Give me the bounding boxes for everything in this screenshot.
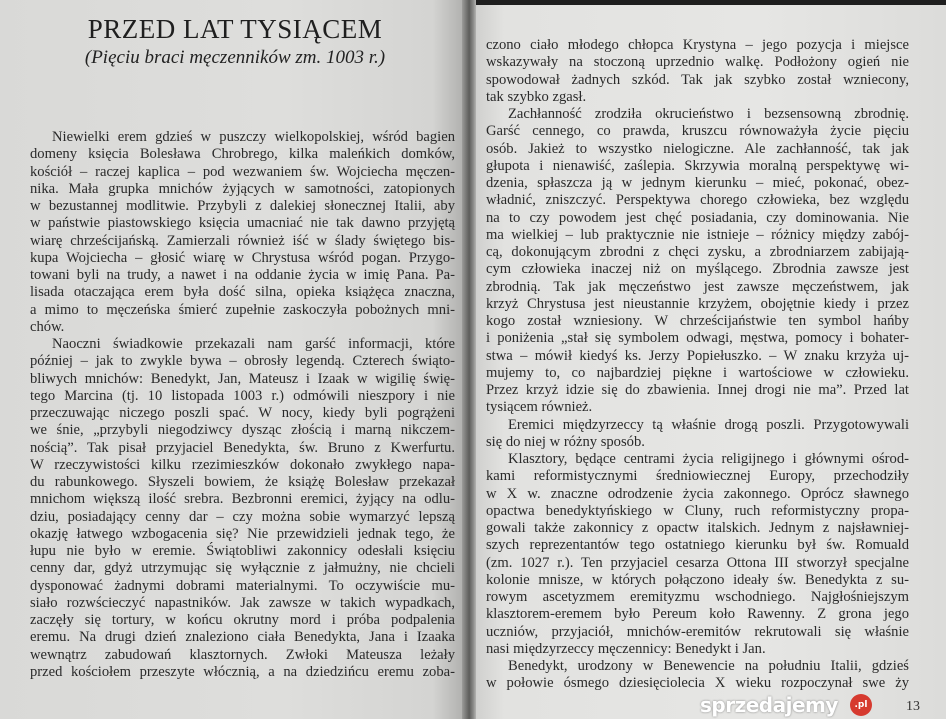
text-line: krzyż Chrystusa jest nieustannie krzyżem, obojętnie kiedy i przez xyxy=(486,295,909,312)
right-page xyxy=(476,0,946,719)
left-page-body xyxy=(30,129,455,681)
text-line: spowodował żadnych szkód. Tak jak szybko został wzniecony, xyxy=(486,71,909,88)
text-line: w bezustannej modlitwie. Przybyli z dalekiej słonecznej Italii, aby xyxy=(30,198,455,214)
text-line: w państwie piastowskiego księcia umacniać nie tak dawno przyjętą xyxy=(30,215,455,232)
text-line: zaczęły się tortury, w końcu okrutny mord i próba podpalenia xyxy=(30,612,455,628)
text-line: towani byli na trudy, a nawet i na oddanie życia w imię Pana. Pa- xyxy=(30,267,455,283)
text-line: nika. Mała grupka mnichów żyjących w samotności, zatopionych xyxy=(30,180,455,197)
text-line: wskazywały na stoczoną uprzednio walkę. Podłożony ogień nie xyxy=(486,54,909,71)
text-line: kupa Wojciecha – głosić wiarę w Chrystusa wśród pogan. Przygo- xyxy=(30,249,455,266)
text-line: kolonie mnisze, w których połączono ideały św. Benedykta z su- xyxy=(486,571,909,588)
text-line: tysiącem również. xyxy=(486,399,593,416)
background-edge xyxy=(476,0,946,5)
text-line: (zm. 1027 r.). Ten przyjaciel cesarza Ottona III stworzył specjalne xyxy=(486,554,909,571)
text-line: zbrodnią. Tak jak męczeństwo jest zawsze męczeństwem, jak xyxy=(486,278,909,295)
text-line: lisada otaczająca erem była dość silna, opieka książęca znaczna, xyxy=(30,284,455,301)
text-line: gowali także zakonnicy z opactw italskich. Jednym z najsławniej- xyxy=(486,520,909,536)
text-line: Benedykt, urodzony w Benewencie na południu Italii, gdzieś xyxy=(508,658,909,674)
text-line: w X w. znaczne odrodzenie życia zakonnego. Oprócz sławnego xyxy=(486,485,909,502)
text-line: wewnątrz zabudowań klasztornych. Zwłoki Mateusza leżały xyxy=(30,646,455,663)
page-number: 13 xyxy=(906,699,920,714)
text-line: bliwych mnichów: Benedykt, Jan, Mateusz i Izaak w wigilię świę- xyxy=(30,370,455,387)
text-line: mujemy to, co najbardziej piękne i wartościowe w człowieku. xyxy=(486,364,909,381)
text-line: wiarę chrześcijańską. Zamierzali również iść w ślady świętego bis- xyxy=(30,232,455,249)
left-page xyxy=(0,0,470,719)
text-line: później – jak to zwykle bywa – obrosły legendą. Czterech świąto- xyxy=(30,353,455,370)
text-line: łupu nie było w eremie. Świątobliwi zakonnicy odesłali księciu xyxy=(30,543,455,559)
text-line: rowym ascetyzmem eremityzmu wschodniego. Najgłośniejszym xyxy=(486,589,909,605)
text-line: głupota i nienawiść, zaślepia. Skrzywia moralną perspektywę wi- xyxy=(486,157,909,174)
watermark-badge: .pl xyxy=(850,694,872,716)
text-line: przeczuwając niczego poszli spać. W nocy, kiedy byli pogrążeni xyxy=(30,405,455,421)
text-line: Eremici międzyrzeccy tą właśnie drogą poszli. Przygotowywali xyxy=(508,416,909,433)
text-line: tak szybko zgasł. xyxy=(486,88,587,105)
text-line: stwa – mówił kiedyś ks. Jerzy Popiełuszko. – W znaku krzyża uj- xyxy=(486,347,909,364)
text-line: uczniów, przyjaciół, mnichów-eremitów rekrutowali się właśnie xyxy=(486,623,909,640)
text-line: cą, dokonującym zbrodni z chęci zysku, a zbrodniarzem zabijają- xyxy=(486,244,909,260)
text-line: Naoczni świadkowie przekazali nam garść informacji, które xyxy=(52,336,455,352)
text-line: Przez krzyż idzie się do zbawienia. Innej drogi nie ma”. Przed lat xyxy=(486,382,909,398)
text-line: Garść cennego, co prawda, kruszcu równoważyła życie pięciu xyxy=(486,123,909,140)
text-line: klasztorem-eremem było Pereum koło Rawenny. Z grona jego xyxy=(486,606,909,623)
text-line: ma wielkiej – lub praktycznie nie istnieje – różnicy między zabój- xyxy=(486,226,909,243)
text-line: du rabunkowego. Słyszeli bowiem, że książę Bolesław przekazał xyxy=(30,474,455,490)
text-line: osób. Jakież to wszystko nielogiczne. Ale zachłanność, tak jak xyxy=(486,140,909,157)
text-line: nasi międzyrzeccy męczennicy: Benedykt i Jan. xyxy=(486,640,766,657)
text-line: cenny dar, gdyż utrzymując się wyłącznie z jałmużny, nie chcieli xyxy=(30,560,455,577)
text-line: dysponować żadnymi dobrami materialnymi. To oczywiście mu- xyxy=(30,577,455,594)
text-line: Zachłanność zrodziła okrucieństwo i bezsensowną zbrodnię. xyxy=(508,106,909,122)
text-line: eremu. Na drugi dzień znaleziono ciała Benedykta, Jana i Izaaka xyxy=(30,629,455,646)
text-line: dzenia, spłaszcza ją w jednym kierunku – mieć, pokonać, obez- xyxy=(486,175,909,191)
text-line: przed kościołem przeszyte włócznią, a na dziedzińcu eremu zoba- xyxy=(30,663,455,680)
text-line: kogo został wzniesiony. W chrześcijaństwie ten symbol hańby xyxy=(486,313,909,329)
text-line: Klasztory, będące centrami życia religijnego i głównymi ośrod- xyxy=(508,451,909,467)
text-line: i poniżenia „stał się symbolem odwagi, męstwa, pomocy i bohater- xyxy=(486,330,909,347)
text-line: kami reformistycznymi średniowiecznej Europy, przechodziły xyxy=(486,468,909,485)
text-line: szych reprezentantów tego ostatniego kierunku był św. Romuald xyxy=(486,537,909,554)
text-line: władnić, zniszczyć. Perspektywa chorego człowieka, bez względu xyxy=(486,192,909,209)
text-line: nością”. Tak pisał przyjaciel Benedykta, św. Bruno z Kwerfurtu. xyxy=(30,439,455,456)
text-line: się do niej w różny sposób. xyxy=(486,433,645,450)
watermark-logo: sprzedajemy xyxy=(700,693,838,717)
text-line: siało rozwścieczyć napastników. Jak zawsze w takich wypadkach, xyxy=(30,594,455,611)
text-line: Niewielki erem gdzieś w puszczy wielkopolskiej, wśród bagien xyxy=(52,129,455,145)
text-line: domeny księcia Bolesława Chrobrego, kilka maleńkich domków, xyxy=(30,146,455,163)
text-line: tego Marcina (tj. 10 listopada 1003 r.) odmówili nieszpory i nie xyxy=(30,387,455,404)
text-line: opactwa benedyktyńskiego w Cluny, ruch reformistyczny propa- xyxy=(486,502,909,519)
text-line: dziu, posiadający cenny dar – czy można sobie wymarzyć lepszą xyxy=(30,508,455,525)
text-line: czono ciało młodego chłopca Krystyna – jego pozycja i miejsce xyxy=(486,37,909,53)
text-line: okazję łatwego wzbogacenia się? Nie przewidzieli jednak tego, że xyxy=(30,525,455,542)
text-line: W rzeczywistości kilku rzezimieszków dokonało zwykłego napa- xyxy=(30,456,455,473)
text-line: cym człowieka inaczej niż on myślącego. Zbrodnia zawsze jest xyxy=(486,261,909,278)
right-page-body xyxy=(486,37,909,693)
text-line: w połowie ósmego dziesięciolecia X wieku rozpoczynał swe ży xyxy=(486,675,909,692)
text-line: we śnie, „przybyli niegodziwcy dysząc złością i marną nikczem- xyxy=(30,422,455,439)
text-line: mnichom większą ilość srebra. Bezbronni eremici, żyjący na odlu- xyxy=(30,491,455,508)
text-line: kościół – raczej kaplica – pod wezwaniem św. Wojciecha męczen- xyxy=(30,163,455,180)
text-line: a mimo to męczeńska śmierć zupełnie zaskoczyła pobożnych mni- xyxy=(30,301,455,318)
text-line: na to czy powodem jest chęć posiadania, czy dominowania. Nie xyxy=(486,209,909,226)
chapter-title: PRZED LAT TYSIĄCEM xyxy=(87,14,383,44)
text-line: chów. xyxy=(30,318,65,335)
chapter-subtitle: (Pięciu braci męczenników zm. 1003 r.) xyxy=(84,47,386,68)
